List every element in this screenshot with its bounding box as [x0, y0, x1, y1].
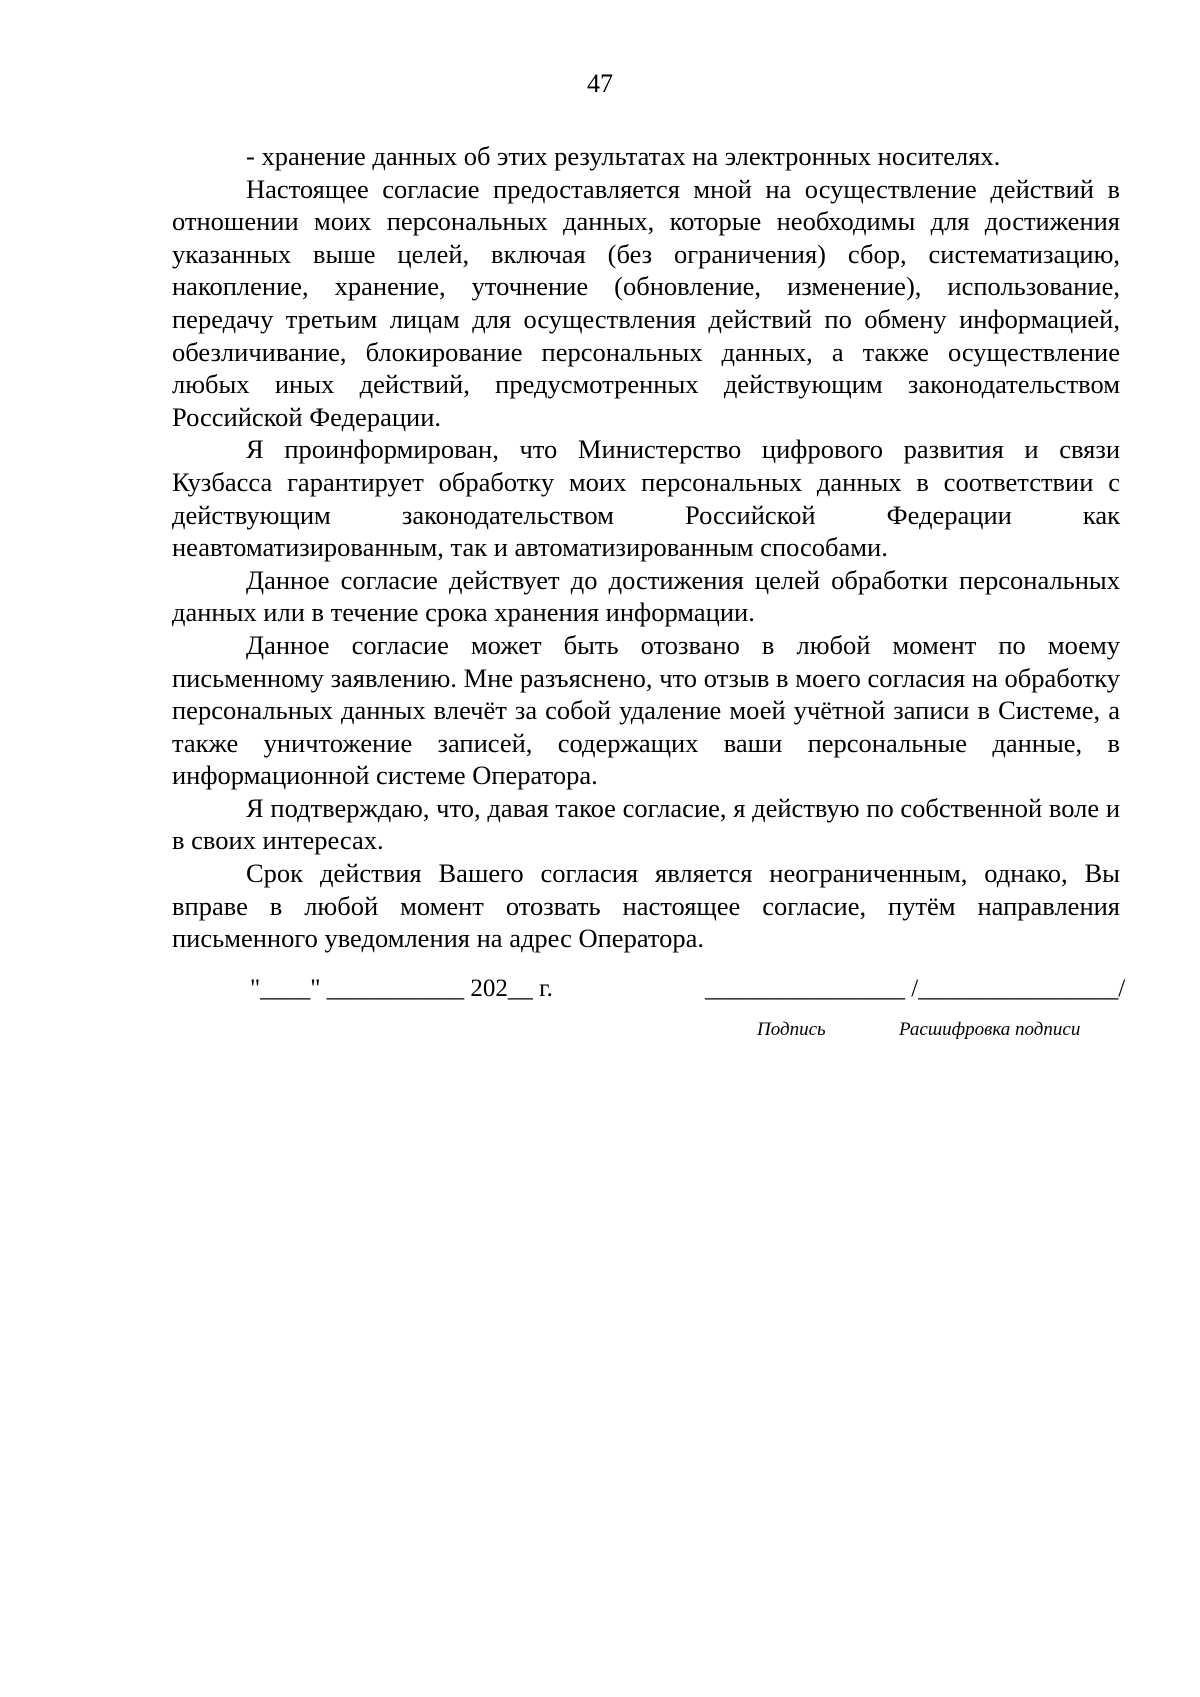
- signature-caption: Подпись: [757, 1019, 826, 1040]
- date-field-line: "____" ___________ 202__ г.: [250, 975, 553, 1002]
- paragraph-consent-scope: Настоящее согласие предоставляется мной на осуществление действий в отношении моих персональных данных, которые необходимы для достижения указанных выше целей, включая (без ограничения) сбор, систематизацию, накопление, хранение, уточнение (обновление, изменение), использование, передачу третьим лицам для осуществления действий по обмену информацией, обезличивание, блокирование персональных данных, а также осуществление любых иных действий, предусмотренных действующим законодательством Российской Федерации.: [172, 173, 1120, 432]
- paragraph-free-will: Я подтверждаю, что, давая такое согласие, я действую по собственной воле и в своих интересах.: [172, 792, 1120, 856]
- signature-decoding-caption: Расшифровка подписи: [899, 1019, 1081, 1040]
- signature-field-line: ________________ /________________/: [705, 975, 1126, 1002]
- document-body: [172, 140, 1120, 955]
- paragraph-consent-duration: Данное согласие действует до достижения целей обработки персональных данных или в течение срока хранения информации.: [172, 564, 1120, 628]
- page-number: 47: [587, 69, 613, 98]
- paragraph-consent-revocation: Данное согласие может быть отозвано в любой момент по моему письменному заявлению. Мне разъяснено, что отзыв в моего согласия на обработку персональных данных влечёт за собой удаление моей учётной записи в Системе, а также уничтожение записей, содержащих ваши персональные данные, в информационной системе Оператора.: [172, 629, 1120, 791]
- paragraph-ministry-guarantee: Я проинформирован, что Министерство цифрового развития и связи Кузбасса гарантирует обработку моих персональных данных в соответствии с действующим законодательством Российской Федерации как неавтоматизированным, так и автоматизированным способами.: [172, 434, 1120, 563]
- paragraph-validity-term: Срок действия Вашего согласия является неограниченным, однако, Вы вправе в любой момент отозвать настоящее согласие, путём направления письменного уведомления на адрес Оператора.: [172, 858, 1120, 954]
- paragraph-storage-item: - хранение данных об этих результатах на электронных носителях.: [246, 141, 1001, 171]
